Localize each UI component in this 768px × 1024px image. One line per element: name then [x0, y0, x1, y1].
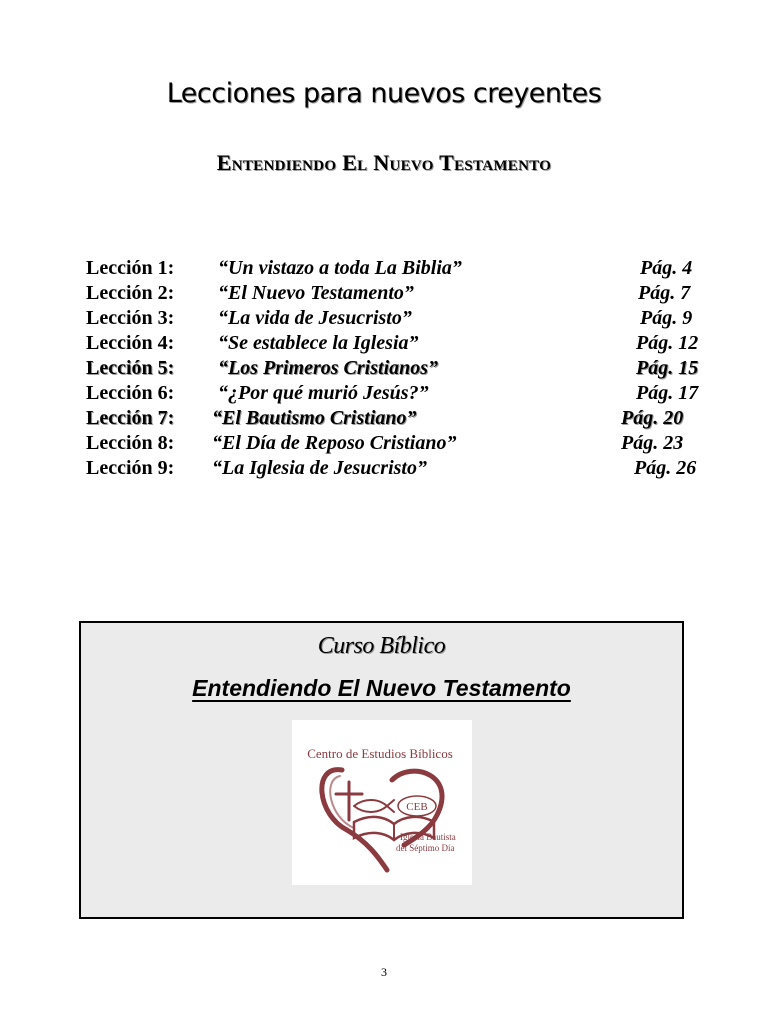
lesson-row	[0, 407, 768, 432]
course-box-subtitle: Entendiendo El Nuevo Testamento	[192, 675, 571, 701]
lesson-name: “Se establece la Iglesia”	[218, 332, 419, 354]
lesson-page: Pág. 15	[636, 357, 699, 379]
lesson-name: “El Día de Reposo Cristiano”	[212, 432, 457, 454]
lesson-number: Lección 6:	[86, 382, 175, 404]
logo-badge: CEB	[406, 801, 428, 813]
page-title: Lecciones para nuevos creyentes	[166, 78, 602, 109]
lesson-page: Pág. 4	[640, 257, 693, 279]
lesson-row	[0, 307, 768, 332]
lesson-name: “¿Por qué murió Jesús?”	[218, 382, 429, 404]
lesson-name: “La vida de Jesucristo”	[218, 307, 412, 329]
lesson-name: “El Nuevo Testamento”	[218, 282, 414, 304]
lesson-name: “Un vistazo a toda La Biblia”	[218, 257, 462, 279]
lesson-name: “El Bautismo Cristiano”	[212, 407, 417, 429]
course-box-title: Curso Bíblico	[317, 633, 446, 659]
lesson-number: Lección 7:	[86, 407, 175, 429]
lesson-row	[0, 432, 768, 457]
page-number: 3	[381, 965, 387, 979]
lesson-number: Lección 9:	[86, 457, 175, 479]
logo-church-line2: del Séptimo Día	[396, 843, 455, 853]
lesson-page: Pág. 17	[636, 382, 699, 404]
lesson-number: Lección 4:	[86, 332, 175, 354]
lesson-number: Lección 8:	[86, 432, 175, 454]
lesson-row	[0, 457, 768, 482]
lesson-page: Pág. 7	[638, 282, 691, 304]
ceb-logo	[292, 720, 472, 885]
lesson-page: Pág. 9	[640, 307, 693, 329]
lesson-row	[0, 382, 768, 407]
lesson-number: Lección 2:	[86, 282, 175, 304]
lesson-row	[0, 282, 768, 307]
lesson-name: “Los Primeros Cristianos”	[218, 357, 439, 379]
lesson-page: Pág. 23	[621, 432, 684, 454]
lesson-page: Pág. 26	[634, 457, 697, 479]
page-subtitle: Entendiendo El Nuevo Testamento	[216, 150, 552, 175]
lesson-row	[0, 257, 768, 282]
lesson-number: Lección 3:	[86, 307, 175, 329]
lesson-name: “La Iglesia de Jesucristo”	[212, 457, 427, 479]
logo-church-line1: Iglesia Bautista	[400, 832, 456, 842]
lesson-row	[0, 332, 768, 357]
course-box	[79, 621, 684, 919]
lesson-row	[0, 357, 768, 382]
lesson-page: Pág. 20	[621, 407, 684, 429]
lesson-page: Pág. 12	[636, 332, 699, 354]
lesson-number: Lección 1:	[86, 257, 175, 279]
logo-top-text: Centro de Estudios Bíblicos	[307, 746, 453, 761]
lesson-number: Lección 5:	[86, 357, 175, 379]
